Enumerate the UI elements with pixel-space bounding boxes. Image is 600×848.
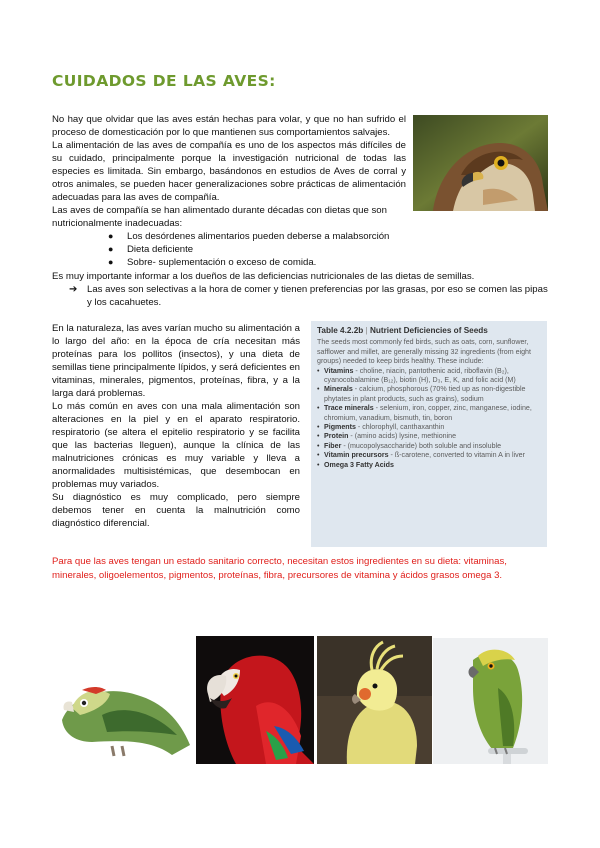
bullet-icon: ● — [108, 257, 114, 267]
table-item: • Protein - (amino acids) lysine, methionine — [317, 432, 457, 441]
list-item: ● Los desórdenes alimentarios pueden deberse a malabsorción — [108, 231, 390, 242]
nature-block — [52, 322, 300, 530]
nutrient-deficiencies-table — [311, 321, 547, 547]
table-item: • Pigments - chlorophyll, canthaxanthin — [317, 423, 445, 432]
intro-paragraph-4: Es muy importante informar a los dueños de las deficiencias nutricionales de las dietas de semillas. — [52, 271, 475, 282]
list-item: ● Sobre- suplementación o exceso de comida. — [108, 257, 317, 268]
bullet-icon: ● — [108, 231, 114, 241]
nature-paragraph-2: Lo más común en aves con una mala alimentación son alteraciones en la piel y en el aparato respiratorio. respiratorio (se altera el epitelio respiratorio y se facilita que las bacterias lleguen), aunque la clínica de las malnutriciones crónicas es muy variable y lleva a anormalidades multisistémicas, que desembocan en problemas muy variados. — [52, 401, 300, 490]
intro-paragraph-1: No hay que olvidar que las aves están hechas para volar, y que no han sufrido el proceso de domesticación por lo que mantienen sus comportamientos salvajes. — [52, 114, 406, 138]
scarlet-macaw-photo — [196, 636, 314, 764]
table-title: Table 4.2.2b | Nutrient Deficiencies of Seeds — [317, 326, 488, 335]
intro-wide-block — [52, 270, 552, 309]
table-item: • Vitamin precursors - ß-carotene, converted to vitamin A in liver — [317, 451, 525, 460]
intro-block — [52, 113, 406, 269]
page-title: CUIDADOS DE LAS AVES: — [52, 72, 276, 90]
bullet-icon: ● — [108, 244, 114, 254]
list-item: ● Dieta deficiente — [108, 244, 194, 255]
nature-paragraph-1: En la naturaleza, las aves varían mucho su alimentación a lo largo del año: en la época de cría necesitan más proteínas para los pollitos (insectos), y una dieta de semillas tiene principalmente lípidos, y será deficientes en vitaminas, minerales, pigmentos, proteínas, fibra, y a la larga dará problemas. — [52, 323, 300, 399]
table-item: • Omega 3 Fatty Acids — [317, 460, 394, 469]
table-intro: The seeds most commonly fed birds, such as oats, corn, sunflower, safflower and millet, are generally missing 32 ingredients (from eight groups) needed to keep birds healthy. These include: — [317, 338, 531, 366]
table-item: • Minerals - calcium, phosphorous (70% tied up as non-digestible phytates in plant products, such as grains), sodium — [317, 385, 526, 403]
table-item: • Trace minerals - selenium, iron, copper, zinc, manganese, iodine, chromium, vanadium, bismuth, tin, boron — [317, 404, 532, 422]
table-item: • Vitamins - choline, niacin, pantothenic acid, riboflavin (B₂), cyanocobalamine (B₁₂), biotin (H), D₃, E, K, and folic acid (M) — [317, 366, 516, 385]
conclusion-text: Para que las aves tengan un estado sanitario correcto, necesitan estos ingredientes en su dieta: vitaminas, minerales, oligoelementos, pigmentos, proteínas, fibra, precursores de vitamina y ácidos grasos omega 3. — [52, 556, 507, 581]
nature-paragraph-3: Su diagnóstico es muy complicado, pero siempre debemos tener en cuenta la malnutrición como diagnóstico diferencial. — [52, 492, 300, 529]
green-parrot-photo — [52, 660, 196, 761]
intro-paragraph-3: Las aves de compañía se han alimentado durante décadas con dietas que son nutricionalmente inadecuadas: — [52, 205, 387, 229]
table-item: • Fiber - (mucopolysaccharide) both soluble and insoluble — [317, 441, 502, 450]
arrow-item: ➔ Las aves son selectivas a la hora de comer y tienen preferencias por las grasas, por eso se comen las pipas y los cacahuetes. — [69, 284, 548, 308]
hawk-photo — [413, 115, 548, 211]
diet-problems-list — [108, 230, 406, 269]
intro-paragraph-2: La alimentación de las aves de compañía es uno de los aspectos más difíciles de su cuidado, principalmente porque la investigación nutricional de todas las especies es limitada. Sin embargo, basándonos en estudios de Aves de corral y otros animales, se pueden hacer generalizaciones sobre prácticas de alimentación adecuadas para las aves de compañía. — [52, 140, 406, 203]
cockatiel-photo — [317, 636, 432, 764]
arrow-right-icon: ➔ — [69, 284, 78, 295]
amazon-parrot-photo — [433, 638, 548, 764]
